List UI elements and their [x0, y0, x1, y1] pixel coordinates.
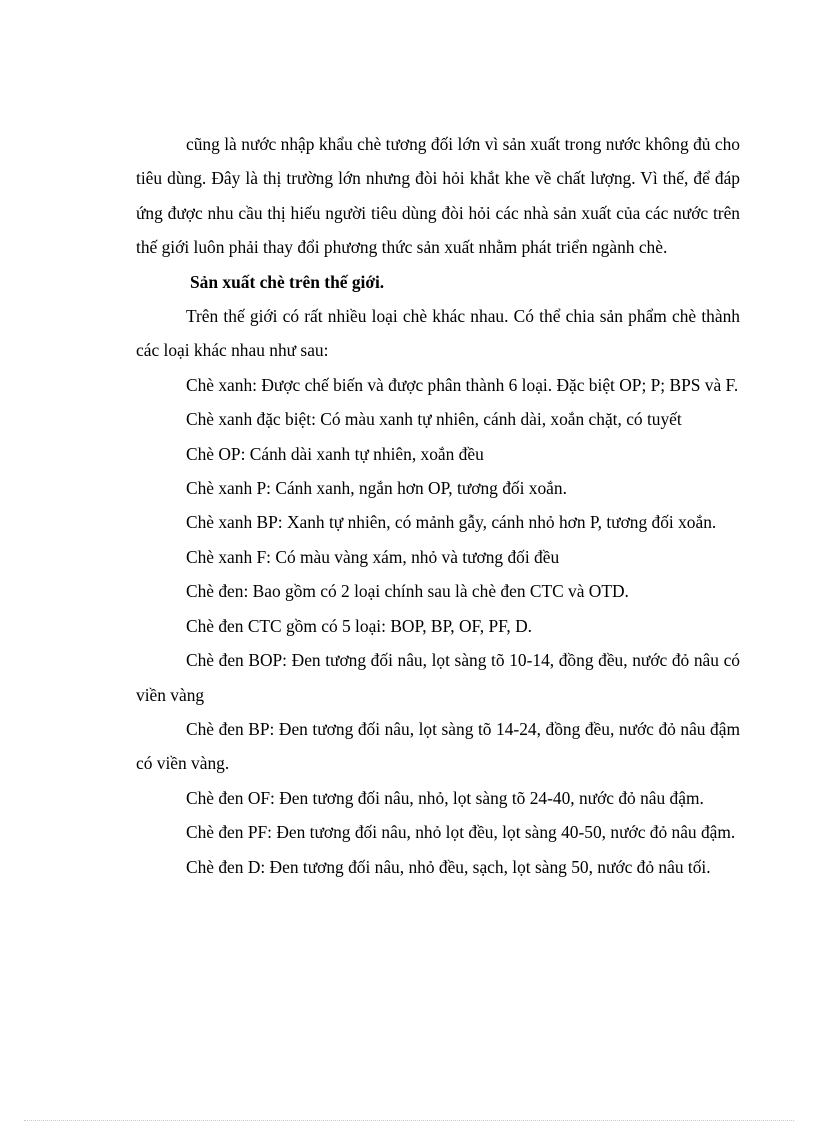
paragraph-black-tea: Chè đen: Bao gồm có 2 loại chính sau là chè đen CTC và OTD.: [186, 581, 629, 602]
paragraph-op-tea: Chè OP: Cánh dài xanh tự nhiên, xoắn đều: [186, 443, 484, 464]
paragraph-black-bop-tea: Chè đen BOP: Đen tương đối nâu, lọt sàng tõ 10-14, đồng đều, nước đỏ nâu có viền vàng: [136, 650, 740, 705]
paragraph-black-bp-tea: Chè đen BP: Đen tương đối nâu, lọt sàng tõ 14-24, đồng đều, nước đỏ nâu đậm có viền vàng.: [136, 718, 740, 774]
paragraph-black-ctc-tea: Chè đen CTC gồm có 5 loại: BOP, BP, OF, PF, D.: [186, 615, 533, 636]
footer-divider: [24, 1120, 794, 1121]
paragraph-green-f-tea: Chè xanh F: Có màu vàng xám, nhỏ và tương đối đều: [186, 546, 560, 567]
paragraph-special-green-tea: Chè xanh đặc biệt: Có màu xanh tự nhiên, cánh dài, xoắn chặt, có tuyết: [186, 409, 682, 430]
paragraph-black-pf-tea: Chè đen PF: Đen tương đối nâu, nhỏ lọt đều, lọt sàng 40-50, nước đỏ nâu đậm.: [186, 822, 736, 843]
paragraph-green-tea: Chè xanh: Được chế biến và được phân thành 6 loại. Đặc biệt OP; P; BPS và F.: [186, 374, 739, 395]
paragraph-black-of-tea: Chè đen OF: Đen tương đối nâu, nhỏ, lọt sàng tõ 24-40, nước đỏ nâu đậm.: [186, 787, 704, 808]
paragraph-tea-types-intro: Trên thế giới có rất nhiều loại chè khác nhau. Có thể chia sản phẩm chè thành các loại khác nhau như sau:: [136, 306, 740, 361]
paragraph-green-p-tea: Chè xanh P: Cánh xanh, ngắn hơn OP, tương đối xoắn.: [186, 478, 567, 499]
paragraph-import-demand: cũng là nước nhập khẩu chè tương đối lớn vì sản xuất trong nước không đủ cho tiêu dùng. Đây là thị trường lớn nhưng đòi hỏi khắt khe về chất lượng. Vì thế, để đáp ứng được nhu cầu thị hiếu người tiêu dùng đòi hỏi các nhà sản xuất của các nước trên thế giới luôn phải thay đổi phương thức sản xuất nhằm phát triển ngành chè.: [136, 134, 740, 258]
document-body: [136, 127, 740, 884]
section-heading-world-tea-production: Sản xuất chè trên thế giới.: [190, 271, 385, 292]
paragraph-black-d-tea: Chè đen D: Đen tương đối nâu, nhỏ đều, sạch, lọt sàng 50, nước đỏ nâu tối.: [186, 856, 711, 877]
paragraph-green-bp-tea: Chè xanh BP: Xanh tự nhiên, có mảnh gẫy, cánh nhỏ hơn P, tương đối xoắn.: [186, 512, 717, 533]
